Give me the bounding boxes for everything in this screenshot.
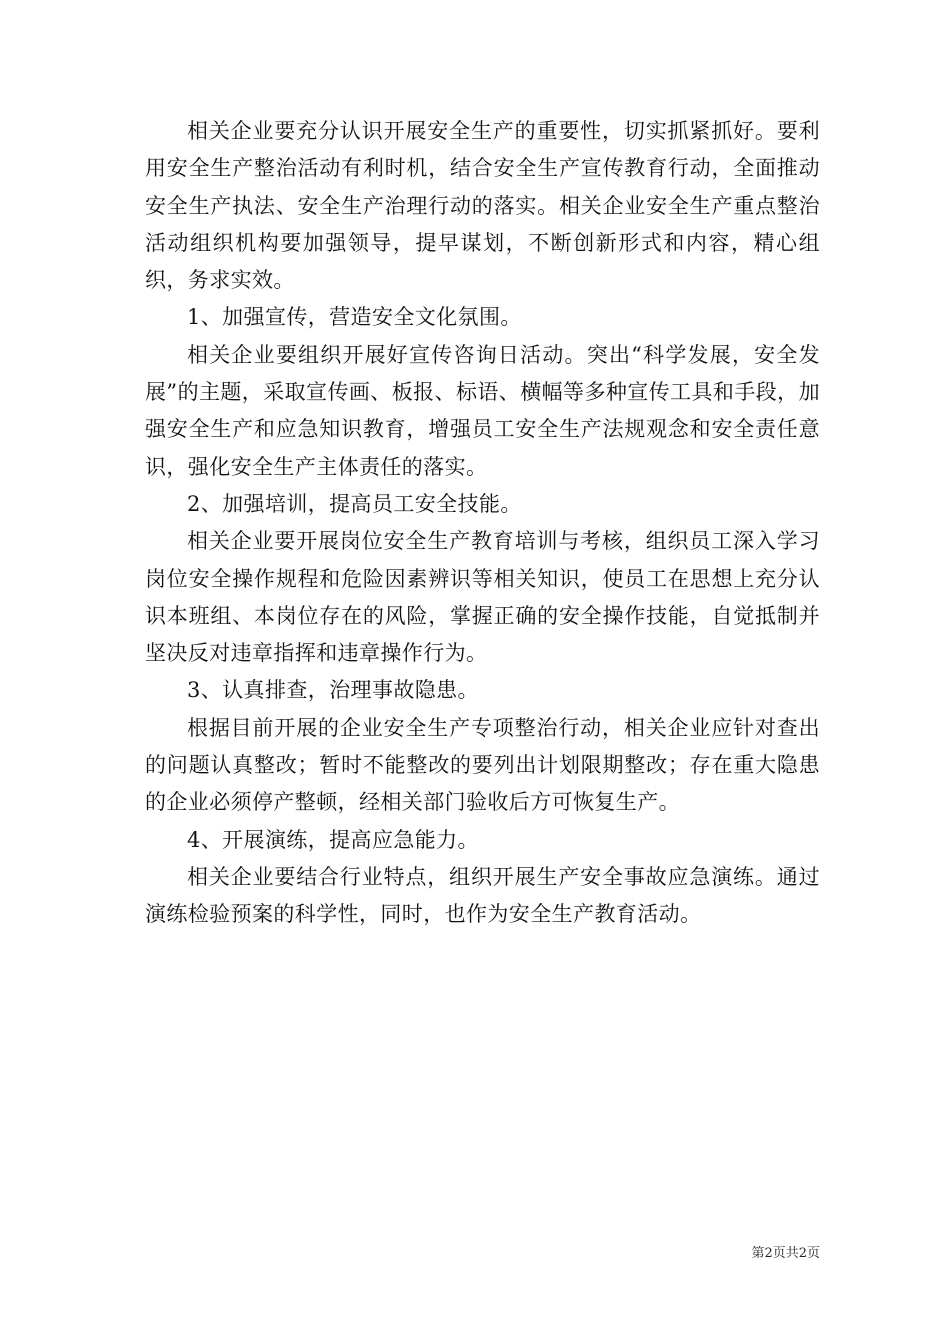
body-paragraph: 根据目前开展的企业安全生产专项整治行动，相关企业应针对查出的问题认真整改；暂时不能整改的要列出计划限期整改；存在重大隐患的企业必须停产整顿，经相关部门验收后方可恢复生产。	[145, 715, 820, 815]
section-heading: 1、加强宣传，营造安全文化氛围。	[187, 305, 522, 330]
body-paragraph: 相关企业要充分认识开展安全生产的重要性，切实抓紧抓好。要利用安全生产整治活动有利时机，结合安全生产宣传教育行动，全面推动安全生产执法、安全生产治理行动的落实。相关企业安全生产重点整治活动组织机构要加强领导，提早谋划，不断创新形式和内容，精心组织，务求实效。	[145, 119, 820, 293]
document-body	[145, 113, 820, 934]
section-heading: 3、认真排查，治理事故隐患。	[187, 678, 479, 703]
section-heading: 4、开展演练，提高应急能力。	[187, 827, 479, 852]
body-paragraph: 相关企业要组织开展好宣传咨询日活动。突出“科学发展，安全发展”的主题，采取宣传画、板报、标语、横幅等多种宣传工具和手段，加强安全生产和应急知识教育，增强员工安全生产法规观念和安全责任意识，强化安全生产主体责任的落实。	[145, 342, 820, 479]
page-number: 第2页共2页	[751, 1246, 820, 1261]
body-paragraph: 相关企业要开展岗位安全生产教育培训与考核，组织员工深入学习岗位安全操作规程和危险因素辨识等相关知识，使员工在思想上充分认识本班组、本岗位存在的风险，掌握正确的安全操作技能，自觉抵制并坚决反对违章指挥和违章操作行为。	[145, 529, 820, 666]
section-heading: 2、加强培训，提高员工安全技能。	[187, 491, 522, 516]
body-paragraph: 相关企业要结合行业特点，组织开展生产安全事故应急演练。通过演练检验预案的科学性，同时，也作为安全生产教育活动。	[145, 864, 820, 927]
